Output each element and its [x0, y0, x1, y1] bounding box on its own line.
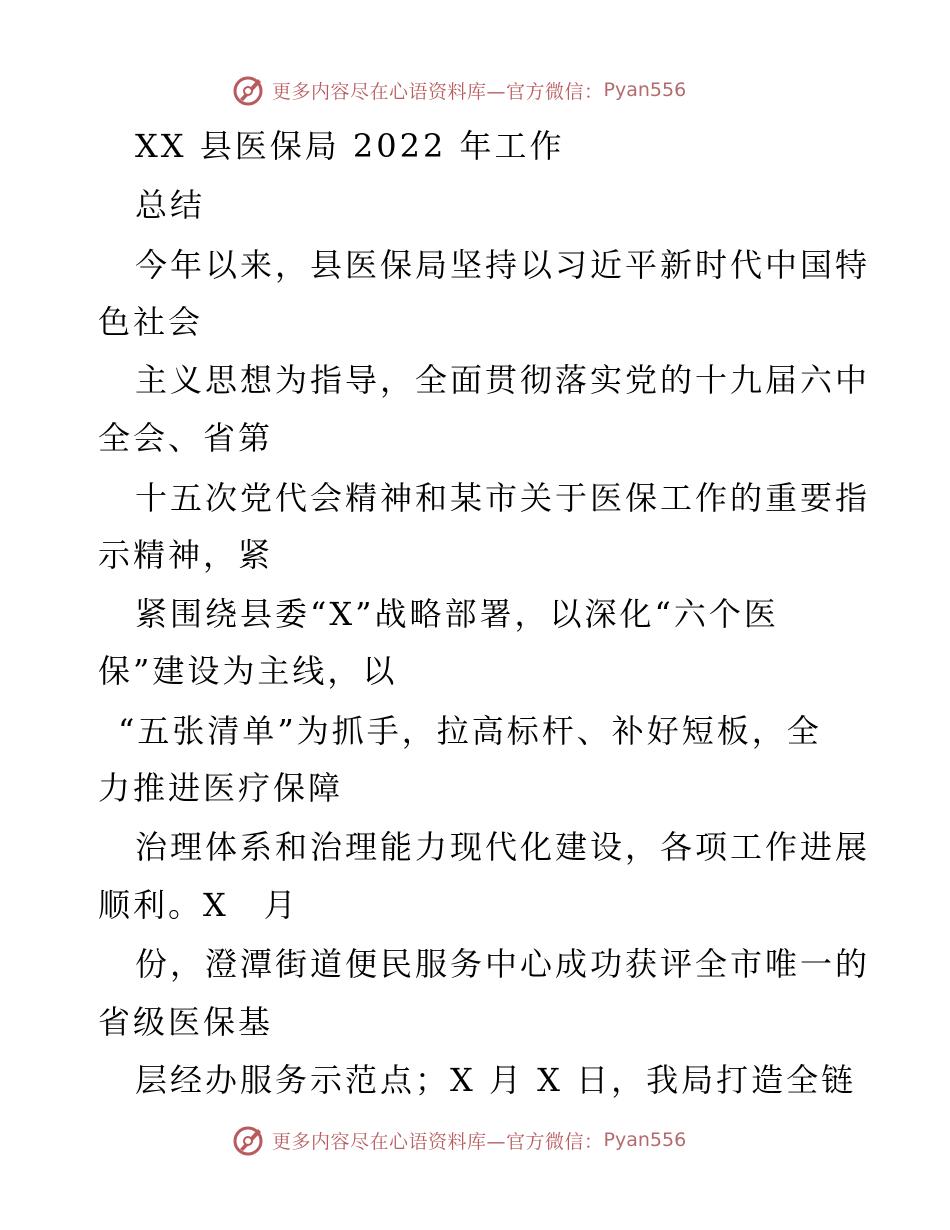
watermark-text: 更多内容尽在心语资料库—官方微信：	[272, 80, 604, 103]
doc-text-line: 力推进医疗保障	[98, 769, 344, 807]
watermark-handle: Pyan556	[603, 1129, 687, 1151]
doc-text-line: “五张清单”为抓手，拉高标杆、补好短板，全	[118, 712, 822, 750]
watermark-text: 更多内容尽在心语资料库—官方微信：	[272, 1130, 604, 1153]
doc-text-line: 色社会	[98, 303, 204, 341]
doc-text-line: 十五次党代会精神和某市关于医保工作的重要指	[135, 479, 871, 517]
quill-logo-icon	[232, 73, 266, 107]
header-watermark	[232, 70, 686, 110]
doc-text-line: 省级医保基	[98, 1003, 274, 1041]
doc-text-line: 层经办服务示范点；X 月 X 日，我局打造全链	[135, 1061, 857, 1099]
quill-logo-icon	[232, 1123, 266, 1157]
doc-title-line-2: 总结	[135, 186, 206, 224]
watermark-handle: Pyan556	[603, 79, 687, 101]
doc-text-line: 份，澄潭街道便民服务中心成功获评全市唯一的	[135, 945, 871, 983]
doc-text-line: 今年以来，县医保局坚持以习近平新时代中国特	[135, 246, 871, 284]
doc-text-line: 治理体系和治理能力现代化建设，各项工作进展	[135, 828, 871, 866]
doc-text-line: 示精神，紧	[98, 536, 274, 574]
doc-text-line: 主义思想为指导，全面贯彻落实党的十九届六中	[135, 361, 871, 399]
doc-text-line: 紧围绕县委“X”战略部署，以深化“六个医	[135, 595, 779, 633]
doc-title-line-1: XX 县医保局 2022 年工作	[135, 127, 565, 165]
doc-text-line: 全会、省第	[98, 419, 274, 457]
footer-watermark	[232, 1120, 686, 1160]
doc-text-line: 保”建设为主线，以	[98, 652, 398, 690]
doc-text-line: 顺利。X 月	[98, 886, 299, 924]
